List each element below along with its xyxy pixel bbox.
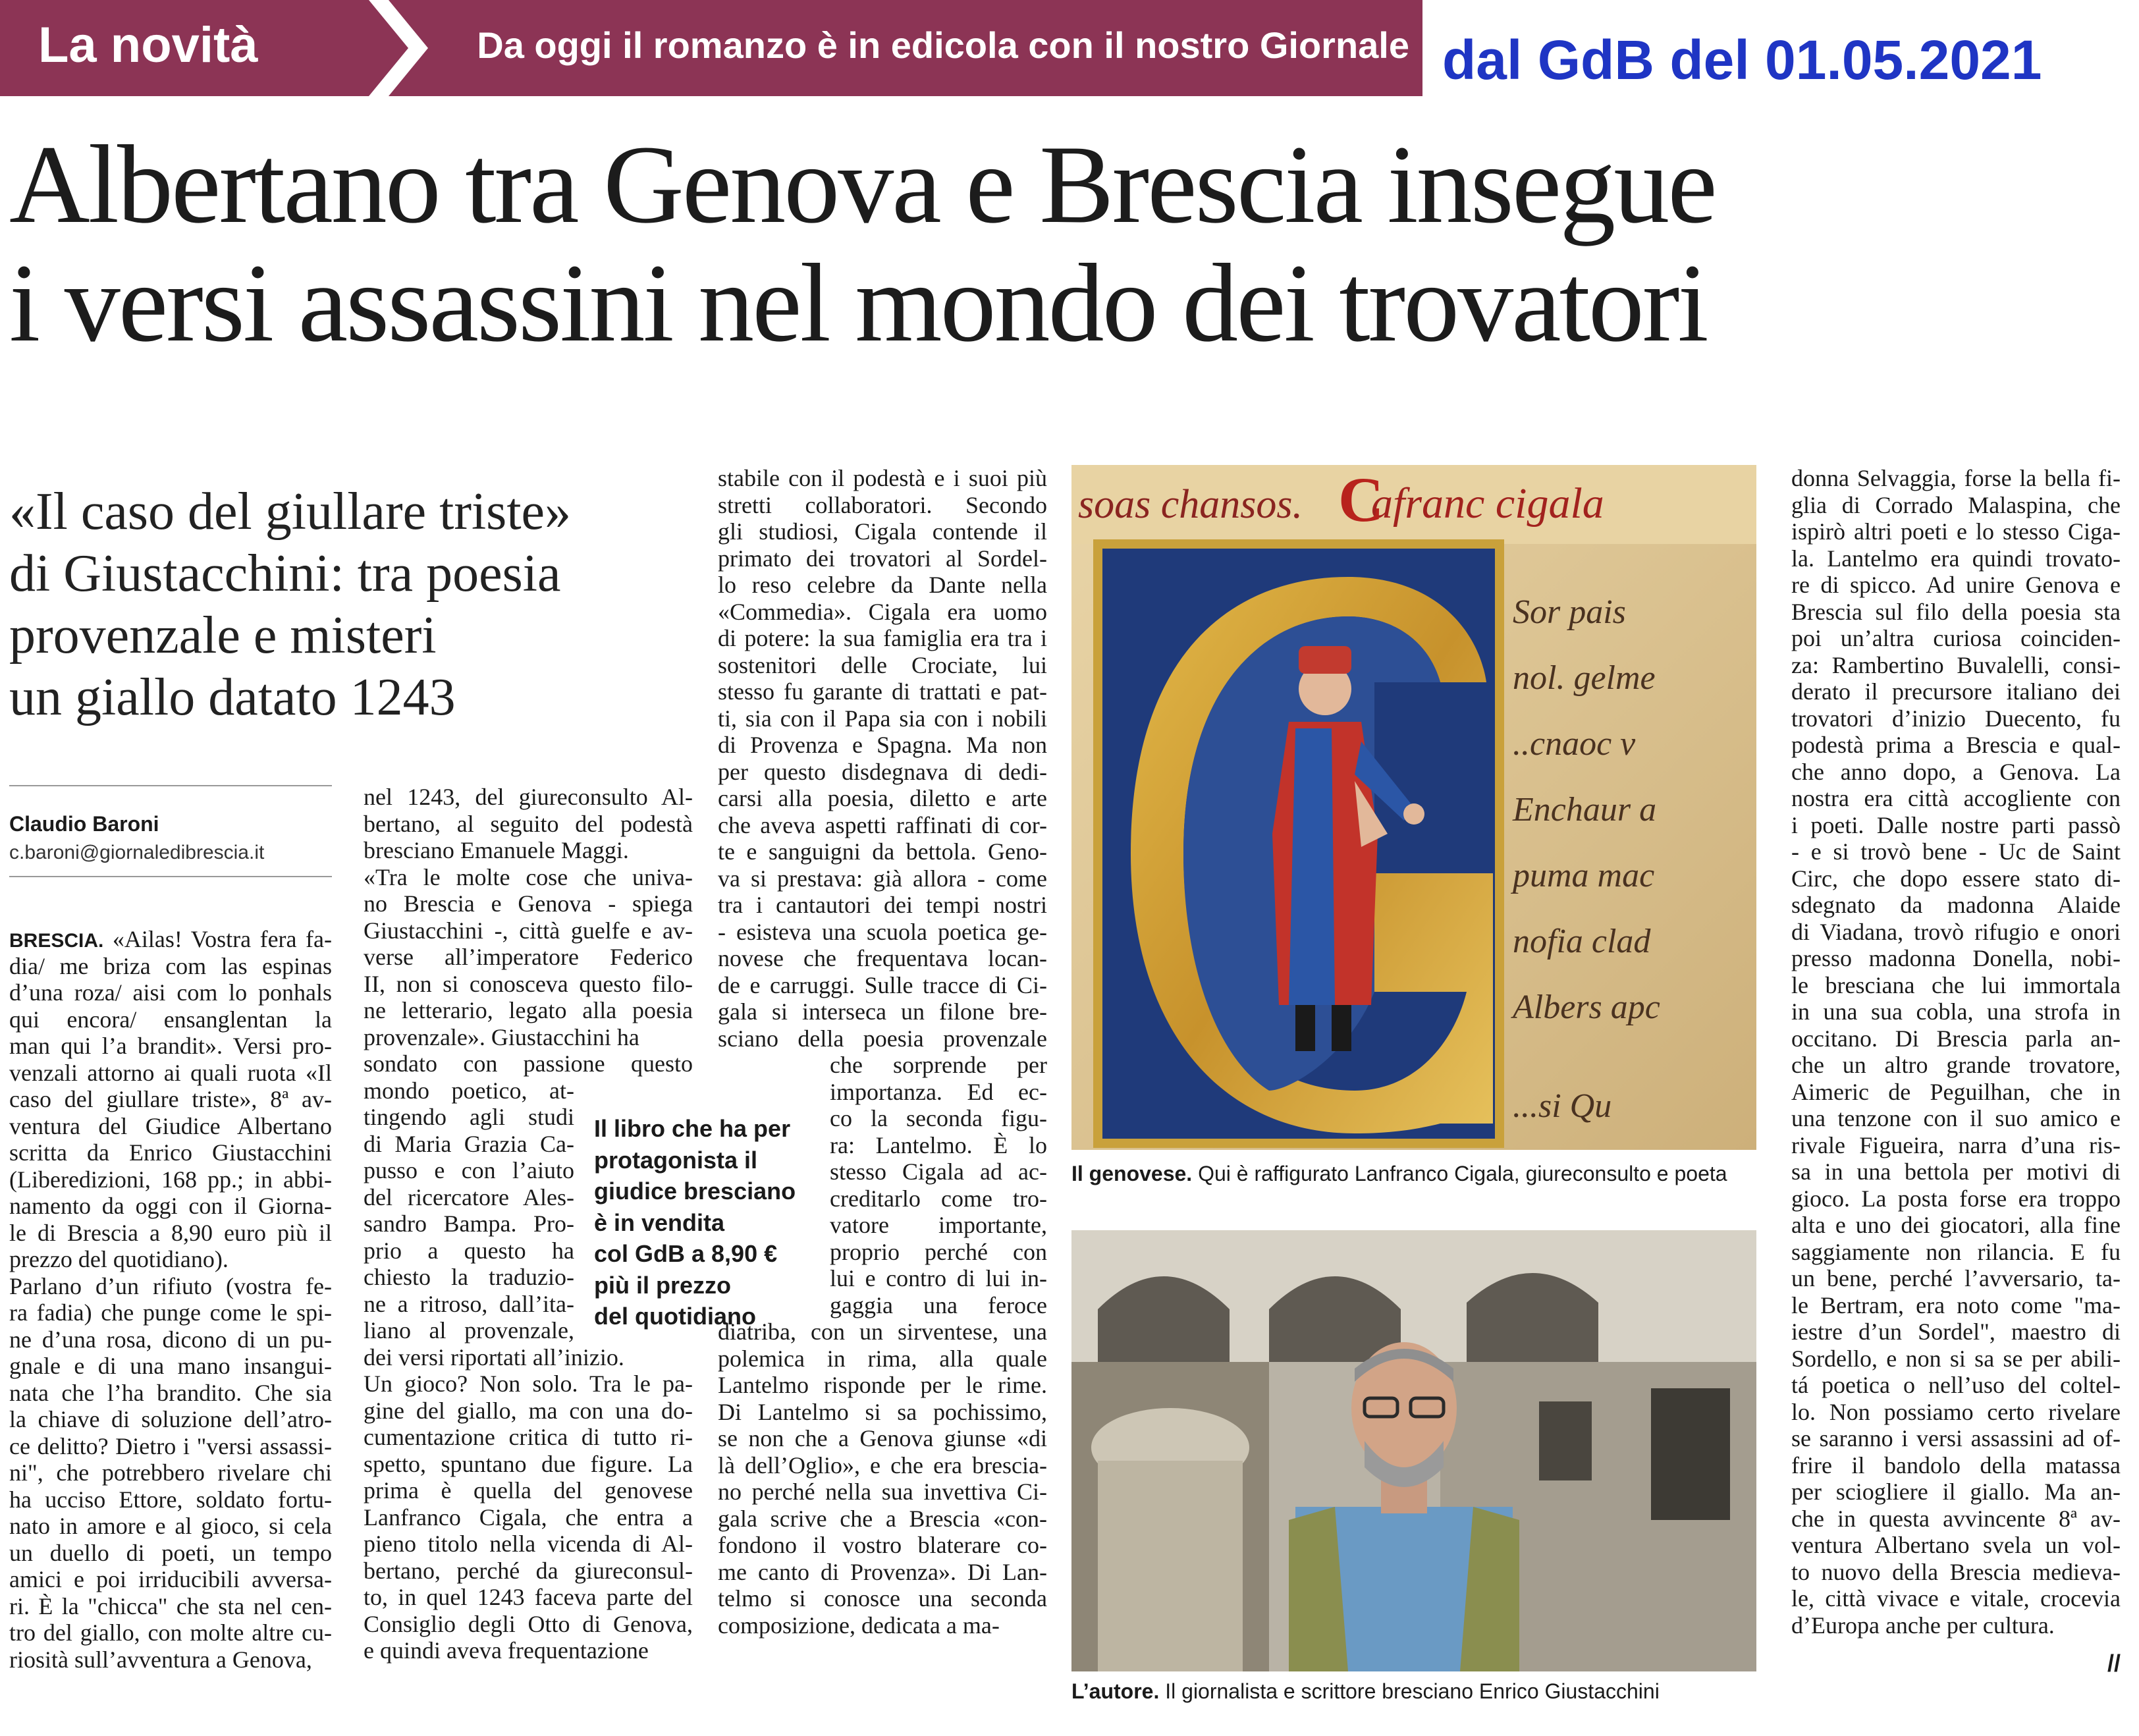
column-line: importanza. Ed ec- xyxy=(830,1078,1047,1105)
column-line: tro del giallo, con molte altre cu- xyxy=(9,1619,332,1646)
pull-quote-line: Il libro che ha per xyxy=(594,1115,791,1142)
column-line: derato il precursore italiano dei xyxy=(1791,678,2121,705)
column-line: caso del giullare triste», 8ª av- xyxy=(9,1086,332,1112)
column-line: qui encora/ ensanglentan la xyxy=(9,1006,332,1033)
column-line: creditarlo come tro- xyxy=(830,1185,1047,1212)
end-mark: // xyxy=(2107,1649,2121,1677)
column-line: se non che a Genova giunse «di xyxy=(718,1425,1047,1451)
subheadline-line: di Giustacchini: tra poesia xyxy=(9,545,561,603)
column-line: nel 1243, del giureconsulto Al- xyxy=(364,784,693,810)
column-line: to nuovo della Brescia medieva- xyxy=(1791,1558,2121,1585)
column-line: pieno titolo nella vicenda di Al- xyxy=(364,1531,693,1557)
divider xyxy=(9,785,332,786)
column-line: nata che l’ha brandito. Che sia xyxy=(9,1379,332,1406)
column-line: e quindi aveva frequentazione xyxy=(364,1637,649,1664)
column-line: polemica in rima, alla quale xyxy=(718,1345,1047,1372)
column-line: ne letterario, legato alla poesia xyxy=(364,997,693,1023)
column-line: riosità sull’avventura a Genova, xyxy=(9,1646,312,1673)
headline xyxy=(9,122,2130,375)
caption-label: Il genovese. xyxy=(1071,1162,1193,1185)
column-line: ce delitto? Dietro i "versi assassi- xyxy=(9,1432,332,1459)
column-line: frire il bandolo della matassa xyxy=(1791,1451,2121,1478)
column-line: (Liberedizioni, 168 pp.; in abbi- xyxy=(9,1166,332,1193)
section-banner xyxy=(0,0,1422,96)
column-line: gala si interseca un filone bre- xyxy=(718,998,1047,1025)
svg-text:..cnaoc v: ..cnaoc v xyxy=(1513,725,1636,763)
svg-text:Enchaur a: Enchaur a xyxy=(1513,791,1657,828)
column-line: ni", che potrebbero rivelare chi xyxy=(9,1459,332,1486)
column-line: me canto di Provenza». Di Lan- xyxy=(718,1558,1047,1585)
column-line: no Brescia e Genova - spiega xyxy=(364,890,693,917)
column-line: una tenzone con il suo amico e xyxy=(1791,1105,2121,1131)
column-line: Brescia sul filo della poesia sta xyxy=(1791,598,2121,625)
column-line: ne d’una rosa, dicono di un pu- xyxy=(9,1326,332,1353)
column-line: Consiglio degli Otto di Genova, xyxy=(364,1610,693,1637)
article-column-4 xyxy=(1791,465,2121,1677)
subheadline-line: provenzale e misteri xyxy=(9,607,437,665)
column-line: presso madonna Donella, nobi- xyxy=(1791,945,2121,971)
column-line: dia/ me briza com las espinas xyxy=(9,952,332,979)
column-line: che in questa avvincente 8ª av- xyxy=(1791,1505,2121,1532)
pull-quote-line: giudice bresciano xyxy=(594,1178,796,1205)
column-line: Di Lantelmo si sa pochissimo, xyxy=(718,1398,1047,1425)
column-line: cumentazione critica di tutto ri- xyxy=(364,1424,693,1450)
column-line: sondato con passione questo xyxy=(364,1050,693,1077)
svg-text:...si Qu: ...si Qu xyxy=(1513,1087,1612,1125)
column-line: Un gioco? Non solo. Tra le pa- xyxy=(364,1370,693,1397)
column-line: fondono il vostro blaterare co- xyxy=(718,1532,1047,1558)
column-line: bertano, perché da giureconsul- xyxy=(364,1557,693,1584)
column-line: za: Rambertino Buvalelli, consi- xyxy=(1791,651,2121,678)
column-line: stretti collaboratori. Secondo xyxy=(718,491,1047,518)
column-line: mondo poetico, at- xyxy=(364,1077,574,1104)
svg-text:nofia clad: nofia clad xyxy=(1513,923,1651,960)
column-line: le bresciana che lui immortala xyxy=(1791,971,2121,998)
column-line: Giustacchini -, città guelfe e av- xyxy=(364,917,693,944)
subheadline-line: «Il caso del giullare triste» xyxy=(9,483,572,541)
column-line: le di Brescia a 8,90 euro più il xyxy=(9,1219,332,1246)
column-line: primato dei trovatori al Sordel- xyxy=(718,545,1047,572)
dateline: BRESCIA. xyxy=(9,930,104,952)
column-line: stabile con il podestà e i suoi più xyxy=(718,465,1047,491)
column-line: ha ucciso Ettore, soldato fortu- xyxy=(9,1486,332,1513)
column-line: prio a questo ha xyxy=(364,1237,574,1264)
column-line: tra i cantautori dei tempi nostri xyxy=(718,892,1047,918)
column-line: carsi alla poesia, diletto e arte xyxy=(718,785,1047,811)
source-stamp: dal GdB del 01.05.2021 xyxy=(1442,29,2042,91)
pull-quote-line: col GdB a 8,90 € xyxy=(594,1240,778,1267)
column-line: composizione, dedicata a ma- xyxy=(718,1612,1000,1639)
column-line: le Bertram, era noto come "ma- xyxy=(1791,1291,2121,1318)
svg-text:puma mac: puma mac xyxy=(1513,857,1655,894)
column-line: man qui l’a brandit». Versi pro- xyxy=(9,1033,332,1059)
column-line: gala scrive che a Brescia «con- xyxy=(718,1505,1047,1532)
column-line: sandro Bampa. Pro- xyxy=(364,1210,574,1237)
column-line: un bene, perché l’avversario, ta- xyxy=(1791,1265,2121,1291)
column-line: tingendo agli studi xyxy=(364,1104,574,1130)
column-line: Aimeric de Peguilhan, che in xyxy=(1791,1078,2121,1105)
column-line: de e carruggi. Sulle tracce di Ci- xyxy=(718,971,1047,998)
column-line: venzali attorno ai quali ruota «Il xyxy=(9,1059,332,1086)
column-line: rivale Figueira, narra d’una ris- xyxy=(1791,1131,2121,1158)
column-line: di Maria Grazia Ca- xyxy=(364,1130,574,1157)
column-line: novese che frequentava locan- xyxy=(718,945,1047,971)
column-line: re di spicco. Ad unire Genova e xyxy=(1791,572,2121,598)
subheadline xyxy=(9,481,694,744)
column-line: namento da oggi con il Giorna- xyxy=(9,1193,332,1219)
column-line: alta e uno dei giocatori, alla fine xyxy=(1791,1212,2121,1238)
column-line: trovatori d’inizio Duecento, fu xyxy=(1791,705,2121,732)
column-line: amici e poi irriducibili avversa- xyxy=(9,1566,332,1592)
section-label: La novità xyxy=(38,17,258,73)
column-line: gli studiosi, Cigala contende il xyxy=(718,518,1047,545)
column-line: «Tra le molte cose che univa- xyxy=(364,863,693,890)
column-line: II, non si conosceva questo filo- xyxy=(364,970,693,997)
column-line: - e si trovò bene - Uc de Saint xyxy=(1791,838,2121,865)
column-line: iestre d’un Sordel", maestro di xyxy=(1791,1318,2121,1345)
author-portrait-photo xyxy=(1071,1230,1756,1671)
column-line: ra: Lantelmo. È lo xyxy=(830,1131,1047,1158)
column-line: Lantelmo risponde per le rime. xyxy=(718,1372,1047,1398)
column-line: lui e contro di lui in- xyxy=(830,1265,1047,1291)
pull-quote-line: protagonista il xyxy=(594,1146,758,1174)
column-line: d’Europa anche per cultura. xyxy=(1791,1612,2055,1639)
column-line: telmo si conosce una seconda xyxy=(718,1585,1047,1612)
column-line: diatriba, con un sirventese, una xyxy=(718,1318,1047,1345)
column-line: in una sua cobla, una strofa in xyxy=(1791,998,2121,1025)
banner-tagline: Da oggi il romanzo è in edicola con il nostro Giornale xyxy=(477,24,1409,66)
column-line: che aveva aspetti raffinati di cor- xyxy=(718,811,1047,838)
column-line: di Provenza e Spagna. Ma non xyxy=(718,732,1047,758)
column-line: Sordello, e non si sa se per abili- xyxy=(1791,1345,2121,1372)
column-line: podestà prima a Brescia e qual- xyxy=(1791,732,2121,758)
column-line: proprio perché con xyxy=(830,1238,1047,1265)
article-column-3 xyxy=(718,465,1047,1670)
column-line: - esisteva una scuola poetica ge- xyxy=(718,918,1047,945)
column-line: se saranno i versi assassini ad of- xyxy=(1791,1425,2121,1451)
column-line: Parlano d’un rifiuto (vostra fe- xyxy=(9,1272,332,1299)
headline-line: Albertano tra Genova e Brescia insegue xyxy=(9,122,1716,246)
column-line: glia di Corrado Malaspina, che xyxy=(1791,491,2121,518)
column-line: ri. È la "chicca" che sta nel cen- xyxy=(9,1592,332,1619)
chevron-right-icon xyxy=(369,0,428,96)
column-line: per sciogliere il giallo. Ma an- xyxy=(1791,1478,2121,1505)
column-line: sciano della poesia provenzale xyxy=(718,1025,1047,1052)
column-line: pusso e con l’aiuto xyxy=(364,1157,574,1183)
column-line: i poeti. Dalle nostre parti passò xyxy=(1791,811,2121,838)
column-line: lo reso celebre da Dante nella xyxy=(718,572,1047,598)
byline-email[interactable]: c.baroni@giornaledibrescia.it xyxy=(9,842,265,863)
column-line: BRESCIA. «Ailas! Vostra fera fa- xyxy=(9,926,332,952)
column-line: stesso fu garante di trattati e pat- xyxy=(718,678,1047,705)
pull-quote-line: del quotidiano xyxy=(594,1303,756,1330)
column-line: nostra era città accogliente con xyxy=(1791,785,2121,811)
column-line: provenzale». Giustacchini ha xyxy=(364,1023,639,1050)
manuscript-caption xyxy=(1071,1159,1770,1188)
column-line: bertano, al seguito del podestà xyxy=(364,810,693,837)
column-line: chiesto la traduzio- xyxy=(364,1264,574,1290)
caption-label: L’autore. xyxy=(1071,1679,1160,1703)
column-line: là dell’Oglio», e che era brescia- xyxy=(718,1451,1047,1478)
column-line: Circ, che dopo essere stato di- xyxy=(1791,865,2121,892)
column-line: lo. Non possiamo certo rivelare xyxy=(1791,1398,2121,1425)
column-line: d’una roza/ aisi com lo ponhals xyxy=(9,979,332,1006)
column-line: prima è quella del genovese xyxy=(364,1477,693,1504)
column-line: la. Lantelmo era quindi trovato- xyxy=(1791,545,2121,572)
caption-text: Il giornalista e scrittore bresciano Enrico Giustacchini xyxy=(1159,1679,1660,1703)
column-line: spetto, spuntano due figure. La xyxy=(364,1450,693,1477)
column-line: saggiamente non rilancia. E fu xyxy=(1791,1238,2121,1265)
caption-text: Qui è raffigurato Lanfranco Cigala, giureconsulto e poeta xyxy=(1192,1162,1727,1185)
column-line: «Commedia». Cigala era uomo xyxy=(718,598,1047,625)
column-line: un duello di poeti, un tempo xyxy=(9,1539,332,1566)
column-line: che anno dopo, a Genova. La xyxy=(1791,758,2121,785)
column-line: scritta da Enrico Giustacchini xyxy=(9,1139,332,1166)
svg-text:C: C xyxy=(1338,465,1384,535)
column-line: sdegnato da madonna Alaide xyxy=(1791,892,2121,918)
column-line: gine del giallo, ma con una do- xyxy=(364,1397,693,1424)
column-line: gioco. La posta forse era troppo xyxy=(1791,1185,2121,1212)
column-line: verse all’imperatore Federico xyxy=(364,944,693,970)
column-line: Lanfranco Cigala, che entra a xyxy=(364,1504,693,1531)
column-line: bresciano Emanuele Maggi. xyxy=(364,837,629,863)
column-line: di Viadana, trovò rifugio e onori xyxy=(1791,918,2121,945)
byline-author: Claudio Baroni xyxy=(9,812,159,836)
column-line: donna Selvaggia, forse la bella fi- xyxy=(1791,465,2121,491)
headline-line: i versi assassini nel mondo dei trovatori xyxy=(9,241,1707,365)
column-line: per questo disdegnava di dedi- xyxy=(718,758,1047,785)
pull-quote-line: più il prezzo xyxy=(594,1271,732,1299)
column-line: stesso Cigala ad ac- xyxy=(830,1158,1047,1185)
column-line: del ricercatore Ales- xyxy=(364,1183,574,1210)
manuscript-text: afranc cigala xyxy=(1371,479,1604,528)
column-line: di potere: la sua famiglia era tra i xyxy=(718,625,1047,651)
column-line: ti, sia con il Papa sia con i nobili xyxy=(718,705,1047,732)
column-line: ra fadia) che punge come le spi- xyxy=(9,1299,332,1326)
column-line: tá poetica o nell’uso del coltel- xyxy=(1791,1372,2121,1398)
column-line: che un altro grande trovatore, xyxy=(1791,1052,2121,1078)
column-line: no perché nella sua invettiva Ci- xyxy=(718,1478,1047,1505)
svg-text:Sor pais: Sor pais xyxy=(1513,593,1626,631)
portrait-caption xyxy=(1071,1677,1770,1706)
svg-text:Albers apc: Albers apc xyxy=(1513,989,1660,1026)
manuscript-text: soas chansos. xyxy=(1078,482,1303,527)
column-line: vatore importante, xyxy=(830,1212,1047,1238)
column-line: sostenitori delle Crociate, lui xyxy=(718,651,1047,678)
column-line: ne a ritroso, dall’ita- xyxy=(364,1290,574,1317)
divider xyxy=(9,876,332,877)
column-line: ispirò altri poeti e lo stesso Ciga- xyxy=(1791,518,2121,545)
pull-quote-line: è in vendita xyxy=(594,1208,725,1236)
column-line: va si prestava: già allora - come xyxy=(718,865,1047,892)
column-line: occitano. Di Brescia parla an- xyxy=(1791,1025,2121,1052)
column-line: dei versi riportati all’inizio. xyxy=(364,1343,624,1370)
column-line: te e sanguigni da bettola. Geno- xyxy=(718,838,1047,865)
manuscript-illumination-image xyxy=(1071,465,1756,1150)
column-line: gnale e di una mano insangui- xyxy=(9,1353,332,1379)
column-line: che sorprende per xyxy=(830,1052,1047,1078)
article-column-1 xyxy=(9,926,332,1677)
svg-text:nol. gelme: nol. gelme xyxy=(1513,659,1656,697)
column-line: gaggia una feroce xyxy=(830,1291,1047,1318)
column-line: prezzo del quotidiano). xyxy=(9,1246,229,1272)
column-line: to, in quel 1243 faceva parte del xyxy=(364,1584,693,1610)
column-line: nato in amore e al gioco, si cela xyxy=(9,1513,332,1539)
subheadline-line: un giallo datato 1243 xyxy=(9,668,456,726)
column-line: sa in una bettola per motivi di xyxy=(1791,1158,2121,1185)
column-line: ventura Albertano svela un vol- xyxy=(1791,1532,2121,1558)
column-line: co la seconda figu- xyxy=(830,1105,1047,1131)
column-line: liano al provenzale, xyxy=(364,1317,574,1343)
column-line: le, città vivace e vitale, crocevia xyxy=(1791,1585,2121,1612)
column-line: la chiave di soluzione dell’atro- xyxy=(9,1406,332,1432)
column-line: ventura del Giudice Albertano xyxy=(9,1112,332,1139)
column-line: poi un’altra curiosa coinciden- xyxy=(1791,625,2121,651)
